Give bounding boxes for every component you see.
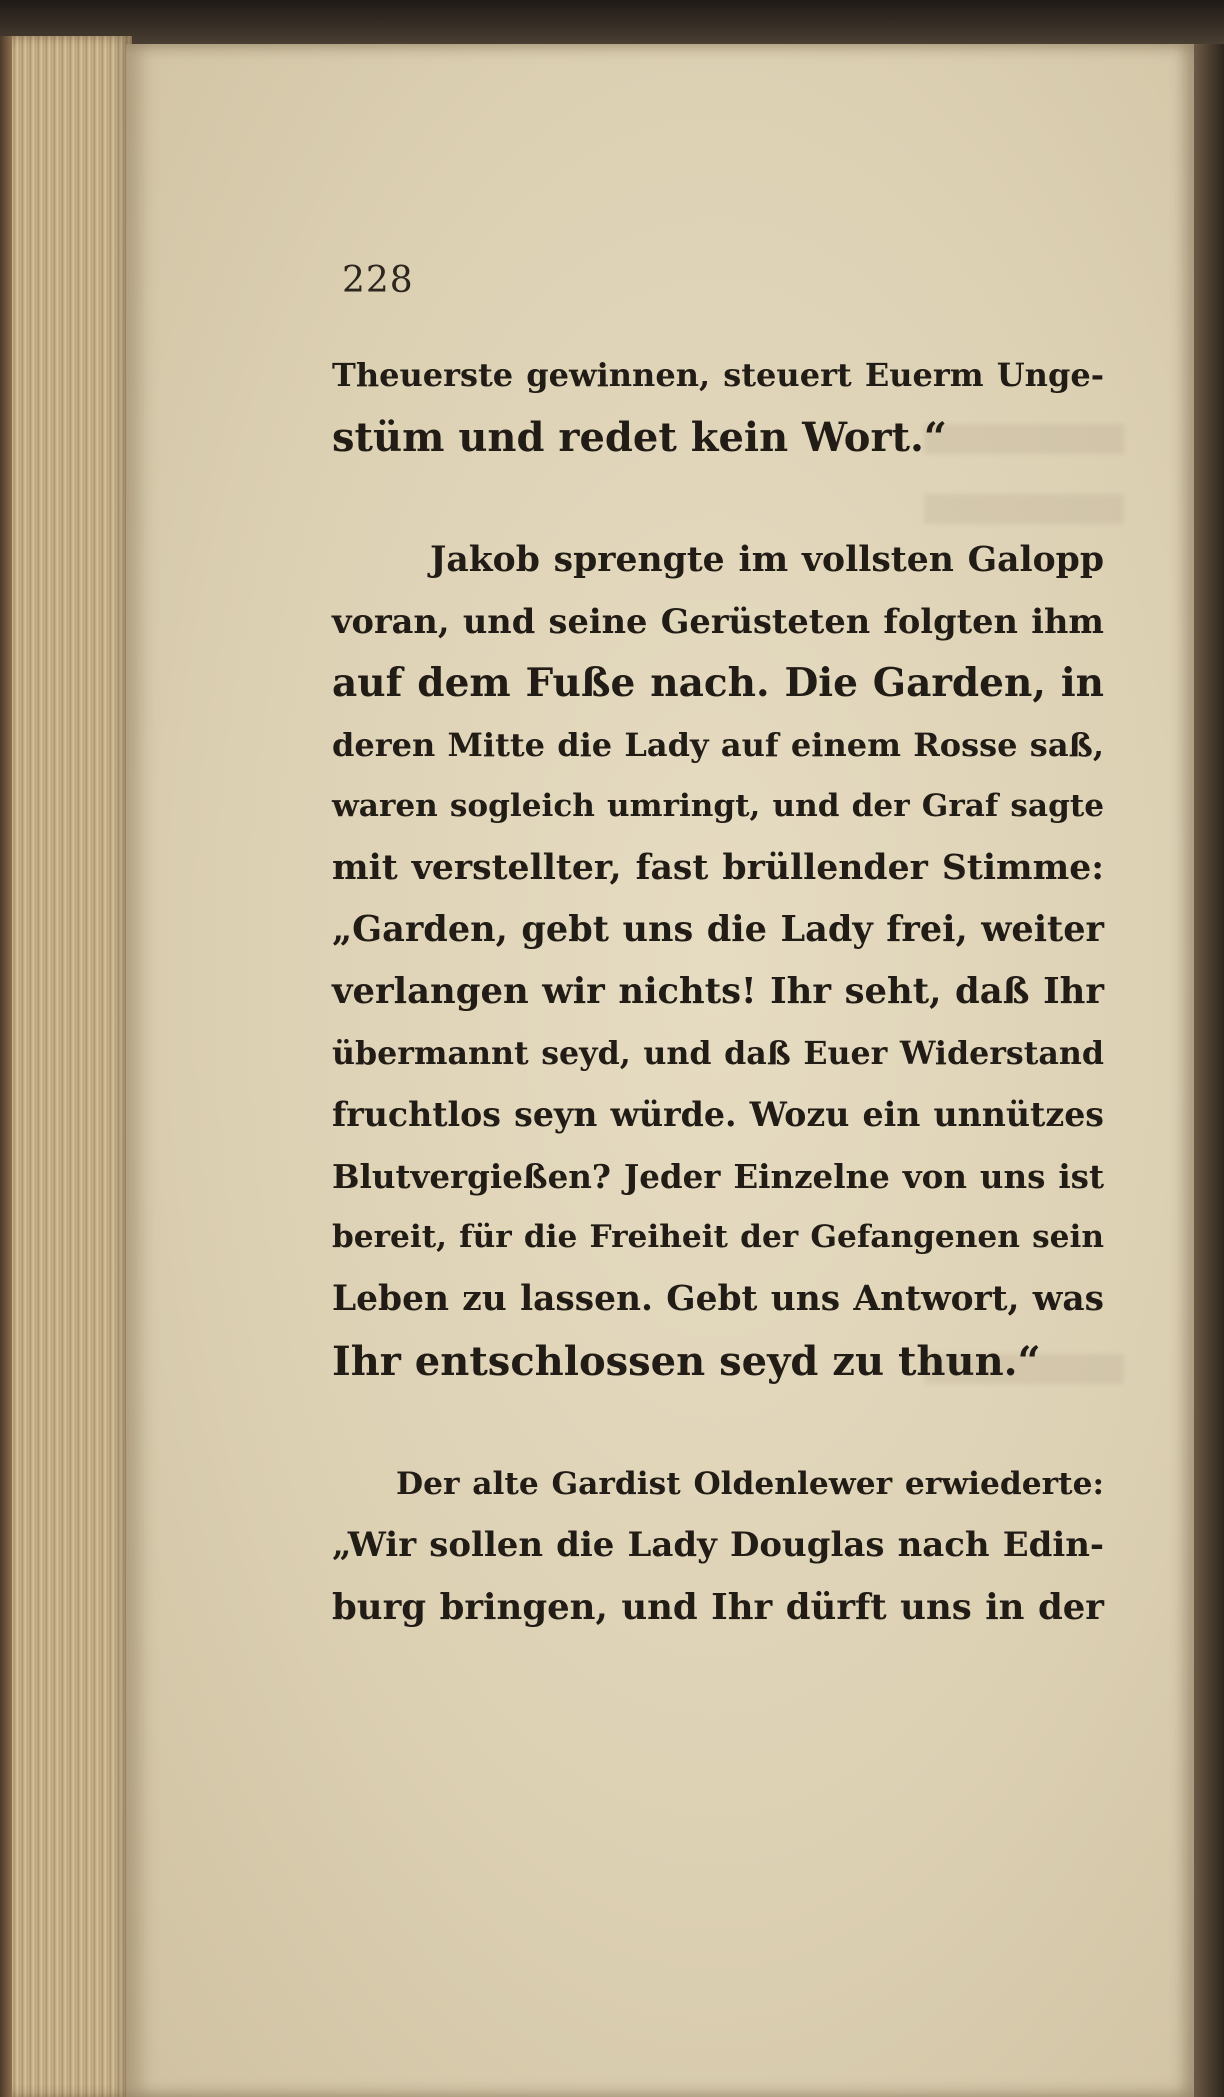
text-line: burg bringen, und Ihr dürft uns in der xyxy=(332,1586,1104,1628)
text-line: bereit, für die Freiheit der Gefangenen sein xyxy=(332,1219,1104,1256)
page-number: 228 xyxy=(342,260,414,301)
text-line: mit verstellter, fast brüllender Stimme: xyxy=(332,847,1104,888)
book-binding xyxy=(0,36,12,2097)
text-line: auf dem Fuße nach. Die Garden, in xyxy=(332,659,1104,706)
text-line: Ihr entschlossen seyd zu thun.“ xyxy=(332,1337,1041,1385)
paragraph-2 xyxy=(332,530,1104,1392)
text-line: waren sogleich umringt, und der Graf sagte xyxy=(332,788,1104,825)
page-edges xyxy=(0,36,132,2097)
paragraph-1 xyxy=(332,345,1104,468)
text-line: Leben zu lassen. Gebt uns Antwort, was xyxy=(332,1278,1104,1319)
text-line: deren Mitte die Lady auf einem Rosse saß, xyxy=(332,725,1104,764)
paragraph-3 xyxy=(332,1454,1104,1639)
text-line: voran, und seine Gerüsteten folgten ihm xyxy=(332,601,1104,642)
text-line: Jakob sprengte im vollsten Galopp xyxy=(430,539,1104,580)
text-line: Der alte Gardist Oldenlewer erwiederte: xyxy=(396,1465,1104,1502)
text-line: stüm und redet kein Wort.“ xyxy=(332,413,947,461)
page-right-edge xyxy=(1194,44,1224,2097)
text-line: verlangen wir nichts! Ihr seht, daß Ihr xyxy=(332,970,1104,1012)
text-line: übermannt seyd, und daß Euer Widerstand xyxy=(332,1034,1104,1072)
text-line: Theuerste gewinnen, steuert Euerm Unge- xyxy=(332,356,1104,394)
text-line: „Wir sollen die Lady Douglas nach Edin- xyxy=(332,1525,1104,1566)
text-line: fruchtlos seyn würde. Wozu ein unnützes xyxy=(332,1095,1104,1135)
body-text xyxy=(332,345,1104,1638)
text-line: „Garden, gebt uns die Lady frei, weiter xyxy=(332,909,1104,951)
text-line: Blutvergießen? Jeder Einzelne von uns ist xyxy=(332,1156,1104,1196)
book-cover-top xyxy=(0,0,1224,44)
